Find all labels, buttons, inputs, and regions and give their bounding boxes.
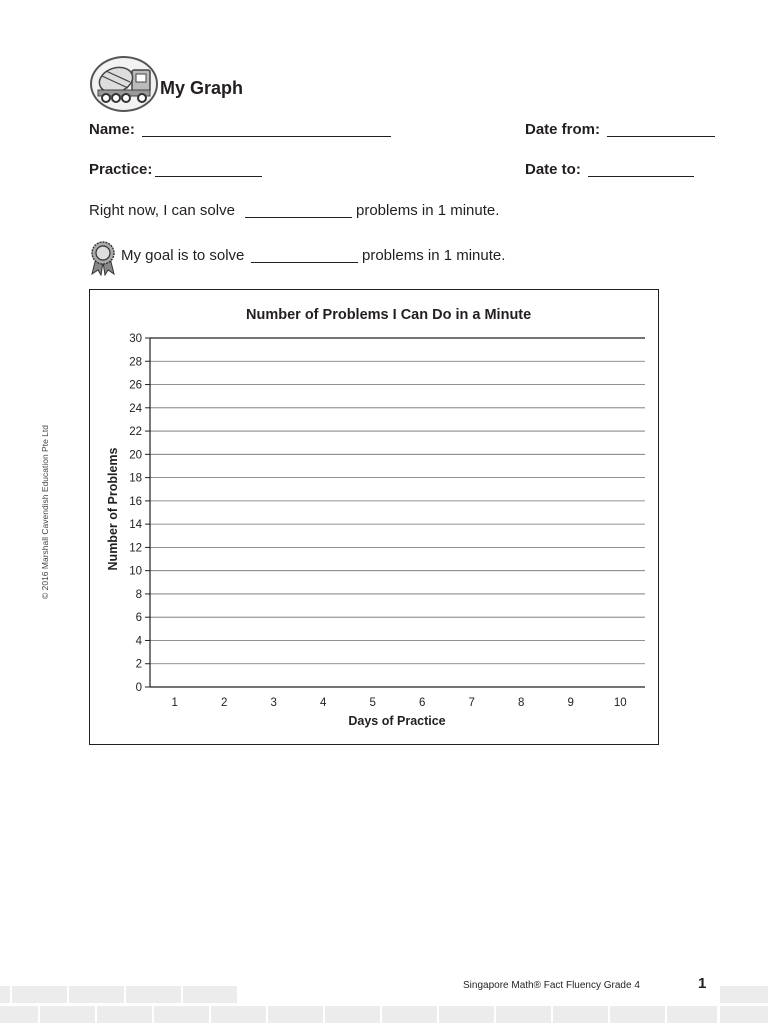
y-tick-label: 10 (129, 565, 142, 578)
y-axis-label: Number of Problems (106, 447, 120, 571)
y-tick-label: 2 (135, 658, 142, 671)
book-title: Singapore Math® Fact Fluency Grade 4 (463, 980, 640, 991)
y-tick-label: 6 (135, 612, 142, 625)
y-tick-label: 22 (129, 426, 142, 439)
date-to-label: Date to: (525, 161, 581, 178)
y-tick-label: 26 (129, 379, 142, 392)
copyright-notice: © 2016 Marshall Cavendish Education Pte Ltd (40, 424, 50, 600)
y-tick-label: 12 (129, 542, 142, 555)
goal-suffix: problems in 1 minute. (362, 247, 506, 264)
current-ability-prefix: Right now, I can solve (89, 202, 235, 219)
x-tick-label: 4 (320, 697, 327, 709)
y-tick-label: 24 (129, 402, 142, 415)
name-label: Name: (89, 121, 135, 138)
x-tick-label: 2 (221, 697, 228, 709)
page-title: My Graph (160, 78, 244, 98)
x-tick-label: 8 (518, 697, 525, 709)
y-tick-label: 4 (135, 635, 142, 648)
y-tick-label: 14 (129, 519, 142, 532)
y-tick-label: 18 (129, 472, 142, 485)
practice-label: Practice: (89, 161, 153, 178)
y-tick-label: 8 (135, 588, 142, 601)
x-tick-label: 7 (468, 697, 475, 709)
y-tick-label: 20 (129, 449, 142, 462)
x-tick-label: 10 (613, 697, 627, 709)
date-from-label: Date from: (525, 121, 601, 138)
x-tick-label: 3 (270, 697, 277, 709)
y-tick-label: 30 (129, 333, 142, 345)
y-tick-label: 28 (129, 356, 142, 369)
current-ability-suffix: problems in 1 minute. (356, 202, 500, 219)
page-number: 1 (698, 975, 707, 992)
chart-title: Number of Problems I Can Do in a Minute (246, 307, 532, 323)
x-axis-label: Days of Practice (348, 714, 446, 728)
y-tick-label: 16 (129, 495, 142, 508)
goal-prefix: My goal is to solve (121, 247, 245, 264)
y-tick-label: 0 (135, 682, 142, 694)
x-tick-label: 5 (369, 697, 376, 709)
x-tick-label: 6 (419, 697, 426, 709)
x-tick-label: 9 (567, 697, 574, 709)
x-tick-label: 1 (171, 697, 178, 709)
